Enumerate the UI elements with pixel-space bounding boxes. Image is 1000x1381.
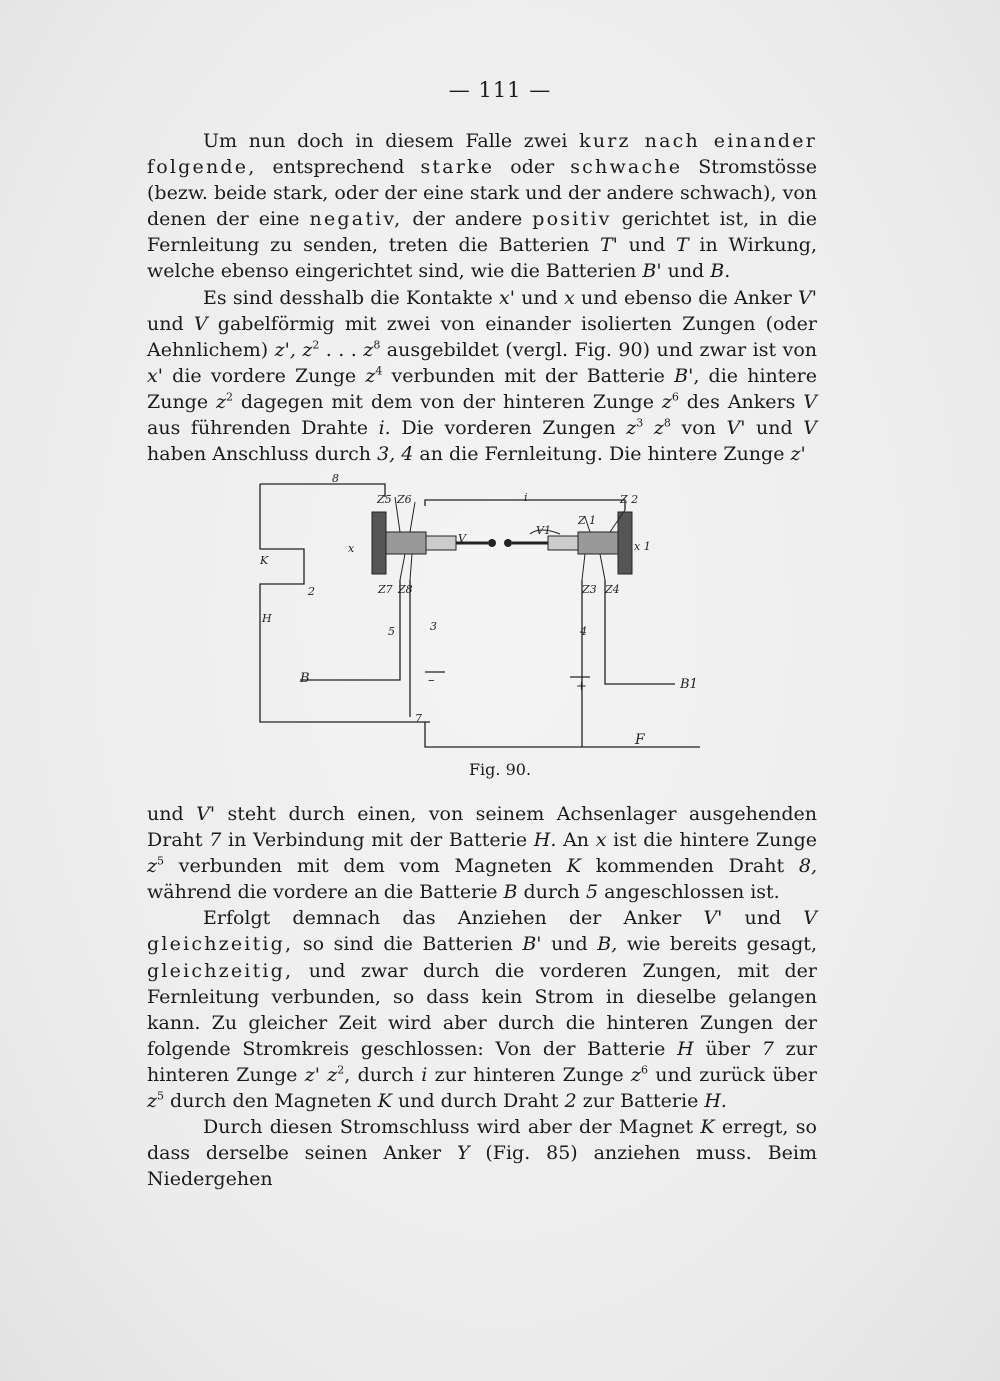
- paragraph: [147, 905, 817, 1114]
- figure-90-circuit-diagram: [240, 472, 720, 762]
- left-magnet: [372, 512, 496, 574]
- label-8: 8: [332, 472, 339, 485]
- text-run: V: [803, 390, 818, 413]
- text-run: Es sind desshalb die Kontakte: [203, 286, 499, 309]
- label-V1: V1: [536, 524, 551, 537]
- label-x: x: [348, 542, 355, 555]
- label-3: 3: [430, 620, 437, 633]
- label-H: H: [262, 612, 272, 625]
- paragraph: [147, 128, 817, 285]
- page-number: — 111 —: [448, 78, 552, 102]
- text-run: x': [499, 286, 515, 309]
- label-z1: Z 1: [578, 514, 597, 527]
- text-run: K: [700, 1116, 715, 1139]
- text-run: und: [541, 933, 598, 956]
- label-B: B: [300, 671, 310, 686]
- text-run: in Verbindung mit der Batterie: [221, 829, 534, 852]
- text-run: z: [147, 1090, 158, 1113]
- label-plus: +: [576, 679, 587, 694]
- text-run: T: [675, 234, 689, 257]
- text-run: 6: [671, 390, 679, 404]
- text-run: über: [693, 1037, 762, 1060]
- text-run: gleichzeitig,: [147, 933, 294, 956]
- text-run: Y: [456, 1142, 470, 1165]
- text-run: x': [147, 364, 163, 387]
- text-run: 4: [375, 364, 383, 378]
- text-run: und durch Draht: [391, 1090, 565, 1113]
- label-B1: B1: [680, 677, 698, 692]
- text-run: des Ankers: [678, 390, 804, 413]
- text-run: i.: [378, 417, 391, 440]
- label-F: F: [635, 732, 645, 748]
- text-run: 7: [761, 1037, 774, 1060]
- text-run: 5: [157, 854, 165, 868]
- text-run: Die vorderen Zungen: [390, 417, 627, 440]
- text-run: 3, 4: [377, 443, 414, 466]
- label-z7: Z7: [378, 583, 393, 596]
- circuit-wires: [260, 484, 700, 747]
- label-K: K: [260, 554, 269, 567]
- text-run: z': [790, 443, 806, 466]
- text-run: so sind die Batterien: [293, 933, 523, 956]
- text-run: ist die hintere Zunge: [606, 829, 817, 852]
- text-run: H: [677, 1037, 694, 1060]
- text-run: Um nun doch in diesem Falle zwei: [203, 130, 580, 152]
- text-run: An: [556, 829, 596, 852]
- label-V: V: [458, 532, 466, 545]
- text-run: während die vordere an die Batterie: [147, 881, 504, 904]
- text-run: und ebenso die Anker: [574, 286, 799, 309]
- text-run: V': [703, 907, 723, 930]
- figure-caption: Fig. 90.: [468, 760, 532, 779]
- label-z2: Z 2: [620, 493, 639, 506]
- text-run: V: [193, 312, 208, 335]
- text-run: 3: [636, 416, 644, 430]
- text-run: in Wirkung, welche ebenso eingerichtet sind, wie die Batterien: [147, 234, 817, 283]
- text-run: 8: [663, 416, 671, 430]
- text-run: und zwar durch die vorderen Zungen, mit der Fernleitung verbunden, so dass kein Strom in dieselbe gelangen kann. Zu gleicher Zeit wird aber durch die hinteren Zungen der folgende Stromkreis geschlossen: Von der Batterie: [147, 959, 817, 1060]
- text-run: von: [670, 417, 727, 440]
- label-minus: –: [428, 673, 435, 688]
- text-run: haben Anschluss durch: [147, 443, 378, 466]
- text-run: z: [363, 338, 374, 361]
- text-run: x: [564, 286, 575, 309]
- text-run: 5: [157, 1089, 165, 1103]
- text-run: 2: [226, 390, 233, 404]
- text-run: kommenden Draht: [580, 855, 799, 878]
- text-run: aus führenden Drahte: [147, 417, 379, 440]
- text-run: V': [196, 803, 216, 825]
- text-run: und zurück über: [648, 1063, 817, 1086]
- text-run: x: [595, 829, 607, 852]
- text-run: Durch diesen Stromschluss wird aber der Magnet: [203, 1116, 701, 1139]
- text-run: z: [661, 390, 672, 413]
- text-run: 8: [373, 338, 381, 352]
- text-run: positiv: [532, 208, 612, 231]
- text-run: erregt, so dass derselbe seinen Anker: [147, 1116, 817, 1165]
- label-2: 2: [308, 585, 315, 598]
- label-7: 7: [415, 712, 422, 725]
- text-run: V': [726, 417, 746, 440]
- circuit-svg: [240, 472, 720, 762]
- text-run: z: [626, 417, 637, 440]
- text-run: 2: [312, 338, 320, 352]
- text-run: und: [147, 312, 194, 335]
- label-4: 4: [580, 625, 587, 638]
- text-run: gleichzeitig,: [147, 959, 294, 982]
- label-x1: x 1: [634, 540, 651, 553]
- text-run: durch den Magneten: [164, 1090, 378, 1113]
- text-run: [643, 417, 654, 439]
- text-run: 5: [585, 881, 599, 904]
- paragraph: [147, 1114, 817, 1192]
- text-run: H.: [704, 1090, 727, 1113]
- text-run: , durch: [344, 1063, 422, 1086]
- label-z6: Z6: [397, 493, 412, 506]
- text-run: B': [522, 933, 542, 956]
- text-run: und: [745, 417, 804, 440]
- text-run: , die hintere Zunge: [147, 364, 817, 413]
- label-z3: Z3: [582, 583, 597, 596]
- text-run: kurz nach einander folgende,: [147, 130, 817, 179]
- text-run: z', z: [274, 338, 313, 361]
- text-run: und: [722, 907, 804, 930]
- text-run: und: [661, 260, 711, 283]
- text-run: und: [617, 234, 676, 257]
- text-run: 6: [641, 1063, 648, 1077]
- text-run: B: [503, 881, 518, 904]
- text-run: gabelförmig mit zwei von einander isolierten Zungen (oder Aehnlichem): [147, 312, 817, 361]
- text-run: zur Batterie: [576, 1090, 705, 1113]
- text-run: zur hinteren Zunge: [147, 1037, 818, 1086]
- text-run: 8,: [798, 855, 817, 878]
- text-run: angeschlossen ist.: [598, 881, 780, 904]
- text-run: die vordere Zunge: [162, 364, 366, 387]
- text-run: oder: [494, 156, 571, 179]
- paragraph: [147, 801, 817, 905]
- text-run: z: [215, 390, 226, 413]
- text-run: wie bereits gesagt,: [617, 933, 817, 956]
- text-run: z: [147, 855, 158, 878]
- text-run: B': [674, 364, 694, 387]
- text-run: Stromstösse (bezw. beide stark, oder der eine stark und der andere schwach), von denen der eine: [147, 156, 817, 231]
- text-run: der andere: [402, 208, 533, 231]
- label-z5: Z5: [377, 493, 392, 506]
- text-run: 7: [209, 829, 222, 852]
- label-5: 5: [388, 625, 395, 638]
- text-block-bottom: [147, 801, 817, 1192]
- text-run: starke: [420, 156, 495, 179]
- label-z4: Z4: [605, 583, 620, 596]
- text-run: V: [803, 417, 817, 440]
- text-run: ausgebildet (vergl. Fig. 90) und zwar ist von: [380, 338, 818, 361]
- text-run: B.: [710, 260, 731, 283]
- text-run: Erfolgt demnach das Anziehen der Anker: [203, 907, 704, 930]
- wire-F: [425, 722, 700, 747]
- text-run: z: [365, 364, 376, 387]
- text-run: verbunden mit der Batterie: [382, 364, 675, 387]
- text-run: K: [566, 855, 581, 878]
- text-run: verbunden mit dem vom Magneten: [164, 855, 567, 878]
- text-run: und: [514, 286, 565, 309]
- text-run: 2: [564, 1090, 577, 1113]
- text-run: T': [599, 234, 618, 257]
- text-run: z: [630, 1063, 641, 1086]
- text-run: i: [421, 1063, 428, 1086]
- text-block-top: [147, 128, 817, 467]
- text-run: H.: [533, 829, 557, 852]
- text-run: z' z: [304, 1063, 338, 1086]
- text-run: K: [377, 1090, 392, 1113]
- right-magnet: [504, 512, 632, 574]
- text-run: steht durch einen, von seinem Achsenlager ausgehenden Draht: [147, 803, 817, 852]
- text-run: zur hinteren Zunge: [427, 1063, 631, 1086]
- text-run: (Fig. 85) anziehen muss. Beim Niedergehen: [147, 1142, 817, 1191]
- text-run: z: [653, 417, 664, 440]
- wire-outer-left: [260, 484, 430, 722]
- paragraph: [147, 285, 817, 468]
- text-run: und: [147, 803, 197, 825]
- text-run: B,: [597, 933, 618, 956]
- text-run: durch: [517, 881, 586, 904]
- text-run: . . .: [319, 338, 364, 361]
- text-run: gerichtet ist, in die Fernleitung zu senden, treten die Batterien: [147, 208, 817, 257]
- text-run: V': [798, 286, 817, 309]
- text-run: 2: [337, 1063, 345, 1077]
- label-i: i: [524, 491, 528, 504]
- text-run: dagegen mit dem von der hinteren Zunge: [233, 390, 662, 413]
- label-z8: Z8: [398, 583, 413, 596]
- wire-8: [260, 484, 385, 497]
- text-run: entsprechend: [256, 156, 421, 179]
- text-run: schwache: [570, 156, 683, 179]
- text-run: V: [803, 907, 818, 930]
- text-run: negativ,: [309, 208, 403, 231]
- text-run: B': [642, 260, 662, 283]
- text-run: an die Fernleitung. Die hintere Zunge: [413, 443, 791, 466]
